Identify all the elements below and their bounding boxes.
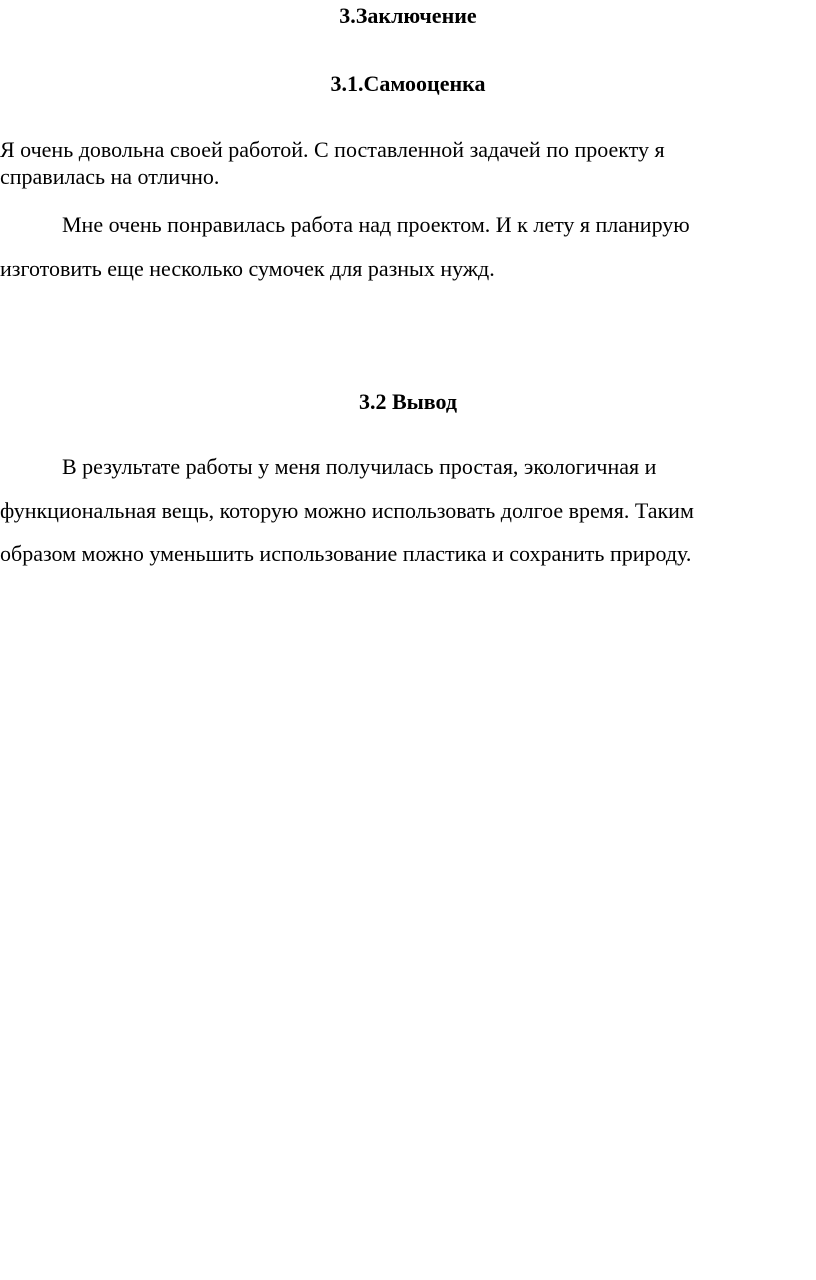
paragraph-plans-line-1: Мне очень понравилась работа над проектом. И к лету я планирую — [62, 212, 690, 237]
paragraph-conclusion-line-2: функциональная вещь, которую можно использовать долгое время. Таким — [0, 498, 694, 523]
section-heading-self-assessment: 3.1.Самооценка — [330, 71, 486, 96]
paragraph-conclusion-line-1: В результате работы у меня получилась простая, экологичная и — [62, 454, 657, 479]
paragraph-self-assessment-line-1: Я очень довольна своей работой. С поставленной задачей по проекту я — [0, 137, 665, 162]
paragraph-conclusion-line-3: образом можно уменьшить использование пластика и сохранить природу. — [0, 541, 692, 566]
paragraph-plans-line-2: изготовить еще несколько сумочек для разных нужд. — [0, 256, 495, 281]
page-title: 3.Заключение — [339, 3, 477, 28]
section-heading-conclusion: 3.2 Вывод — [358, 389, 458, 414]
paragraph-self-assessment-line-2: справилась на отлично. — [0, 164, 220, 189]
